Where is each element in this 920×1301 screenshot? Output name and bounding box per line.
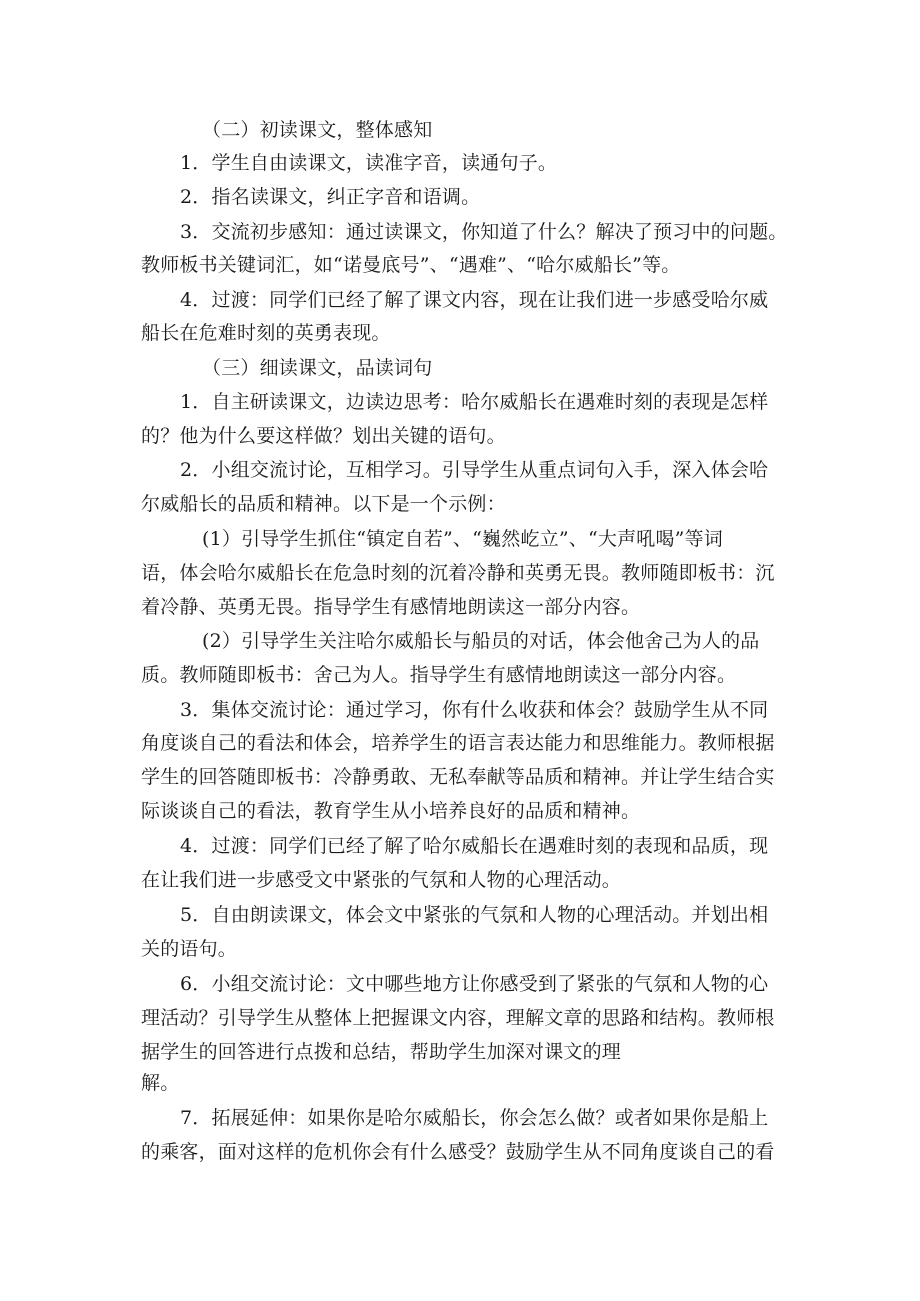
paragraph-line: 的？他为什么要这样做？划出关键的语句。 <box>141 425 506 447</box>
paragraph-line: 语，体会哈尔威船长在危急时刻的沉着冷静和英勇无畏。教师随即板书：沉 <box>141 562 775 584</box>
paragraph-line: (2）引导学生关注哈尔威船长与船员的对话，体会他舍己为人的品 <box>202 630 760 652</box>
paragraph-line: 理活动？引导学生从整体上把握课文内容，理解文章的思路和结构。教师根 <box>141 1007 775 1029</box>
section-heading: （三）细读课文，品读词句 <box>202 357 433 379</box>
paragraph-line: 7．拓展延伸：如果你是哈尔威船长，你会怎么做？或者如果你是船上 <box>180 1107 769 1129</box>
paragraph-line: 学生的回答随即板书：冷静勇敢、无私奉献等品质和精神。并让学生结合实 <box>141 766 775 788</box>
paragraph-line: 角度谈自己的看法和体会，培养学生的语言表达能力和思维能力。教师根据 <box>141 732 775 754</box>
paragraph-line: 在让我们进一步感受文中紧张的气氛和人物的心理活动。 <box>141 869 622 891</box>
paragraph-line: 3．交流初步感知：通过读课文，你知道了什么？解决了预习中的问题。 <box>180 221 788 243</box>
paragraph-line: 2．指名读课文，纠正字音和语调。 <box>180 186 481 208</box>
paragraph-line: 4．过渡：同学们已经了解了哈尔威船长在遇难时刻的表现和品质，现 <box>180 835 769 857</box>
paragraph-line: 6．小组交流讨论：文中哪些地方让你感受到了紧张的气氛和人物的心 <box>180 973 769 995</box>
paragraph-line: 尔威船长的品质和精神。以下是一个示例： <box>141 493 506 515</box>
paragraph-line: 船长在危难时刻的英勇表现。 <box>141 322 391 344</box>
paragraph-line: 解。 <box>141 1072 180 1094</box>
paragraph-line: 际谈谈自己的看法，教育学生从小培养良好的品质和精神。 <box>141 800 641 822</box>
paragraph-line: 1．学生自由读课文，读准字音，读通句子。 <box>180 152 558 174</box>
paragraph-line: 4．过渡：同学们已经了解了课文内容，现在让我们进一步感受哈尔威 <box>180 289 769 311</box>
paragraph-line: 5．自由朗读课文，体会文中紧张的气氛和人物的心理活动。并划出相 <box>180 904 769 926</box>
paragraph-line: 关的语句。 <box>141 938 238 960</box>
paragraph-line: 着冷静、英勇无畏。指导学生有感情地朗读这一部分内容。 <box>141 596 641 618</box>
paragraph-line: 的乘客，面对这样的危机你会有什么感受？鼓励学生从不同角度谈自己的看 <box>141 1141 775 1163</box>
paragraph-line: 据学生的回答进行点拨和总结，帮助学生加深对课文的理 <box>141 1041 622 1063</box>
section-heading: （二）初读课文，整体感知 <box>202 119 433 141</box>
paragraph-line: (1）引导学生抓住“镇定自若”、“巍然屹立”、“大声吼喝”等词 <box>202 528 723 550</box>
paragraph-line: 3．集体交流讨论：通过学习，你有什么收获和体会？鼓励学生从不同 <box>180 699 769 721</box>
paragraph-line: 1．自主研读课文，边读边思考：哈尔威船长在遇难时刻的表现是怎样 <box>180 391 769 413</box>
paragraph-line: 质。教师随即板书：舍己为人。指导学生有感情地朗读这一部分内容。 <box>141 664 737 686</box>
paragraph-line: 教师板书关键词汇，如“诺曼底号”、“遇难”、“哈尔威船长”等。 <box>141 254 681 276</box>
paragraph-line: 2．小组交流讨论，互相学习。引导学生从重点词句入手，深入体会哈 <box>180 459 769 481</box>
